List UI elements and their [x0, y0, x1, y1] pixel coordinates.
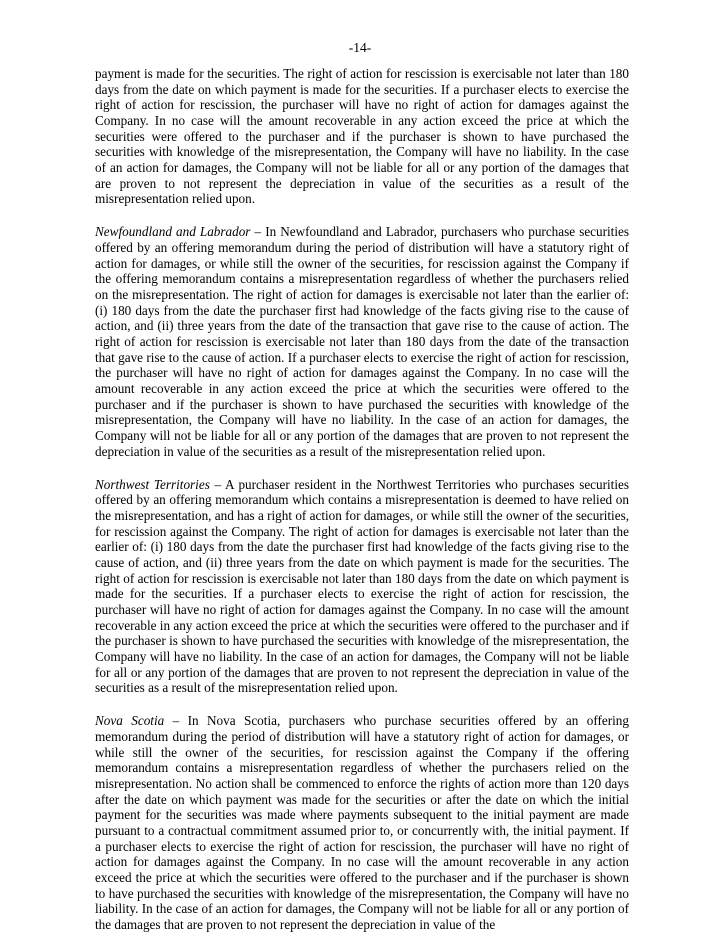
- paragraph-newfoundland-and-labrador: [95, 224, 629, 459]
- paragraph-nova-scotia: [95, 713, 629, 932]
- paragraph-text: – In Nova Scotia, purchasers who purchase securities offered by an offering memorandum during the period of distribution will have a statutory right of action for damages, or while still the owner of the securities, for rescission against the Company if the offering memorandum contains a misrepresentation regardless of whether the purchasers relied on the misrepresentation. No action shall be commenced to enforce the rights of action more than 120 days after the date on which payment was made for the securities or after the date on which the initial payment for the securities was made where payments subsequent to the initial payment are made pursuant to a contractual commitment assumed prior to, or concurrently with, the initial payment. If a purchaser elects to exercise the right of action for rescission, the purchaser will have no right of action for damages against the Company. In no case will the amount recoverable in any action exceed the price at which the securities were offered to the purchaser and if the purchaser is shown to have purchased the securities with knowledge of the misrepresentation, the Company will have no liability. In the case of an action for damages, the Company will not be liable for all or any portion of the damages that are proven to not represent the depreciation in value of the: [95, 713, 629, 932]
- section-heading: Northwest Territories: [95, 476, 210, 492]
- paragraph-text: payment is made for the securities. The right of action for rescission is exercisable not later than 180 days from the date on which payment is made for the securities. If a purchaser elects to exercise the right of action for rescission, the purchaser will have no right of action for damages against the Company. In no case will the amount recoverable in any action exceed the price at which the securities were offered to the purchaser and if the purchaser is shown to have purchased the securities with knowledge of the misrepresentation, the Company will have no liability. In the case of an action for damages, the Company will not be liable for all or any portion of the damages that are proven to not represent the depreciation in value of the securities as a result of the misrepresentation relied upon.: [95, 66, 629, 207]
- section-heading: Newfoundland and Labrador: [95, 224, 251, 240]
- paragraph-continuation: [95, 66, 629, 207]
- page-number: -14-: [348, 40, 372, 55]
- paragraph-northwest-territories: [95, 477, 629, 696]
- body-text: [95, 66, 629, 950]
- paragraph-text: – A purchaser resident in the Northwest Territories who purchases securities offered by an offering memorandum which contains a misrepresentation is deemed to have relied on the misrepresentation, and has a right of action for damages, or while still the owner of the securities, for rescission against the Company. The right of action for damages is exercisable not later than the earlier of: (i) 180 days from the date the purchaser first had knowledge of the facts giving rise to the cause of action, and (ii) three years from the date on which payment is made for the securities. The right of action for rescission is exercisable not later than 180 days from the date on which payment is made for the securities. If a purchaser elects to exercise the right of action for rescission, the purchaser will have no right of action for damages against the Company. In no case will the amount recoverable in any action exceed the price at which the securities were offered to the purchaser and if the purchaser is shown to have purchased the securities with knowledge of the misrepresentation, the Company will have no liability. In the case of an action for damages, the Company will not be liable for all or any portion of the damages that are proven to not represent the depreciation in value of the securities as a result of the misrepresentation relied upon.: [95, 476, 629, 696]
- paragraph-text: – In Newfoundland and Labrador, purchasers who purchase securities offered by an offering memorandum during the period of distribution will have a statutory right of action for damages, or while still the owner of the securities, for rescission against the Company if the offering memorandum contains a misrepresentation regardless of whether the purchasers relied on the misrepresentation. The right of action for damages is exercisable not later than the earlier of: (i) 180 days from the date the purchaser first had knowledge of the facts giving rise to the cause of action, and (ii) three years from the date of the transaction that gave rise to the cause of action. The right of action for rescission is exercisable not later than 180 days from the date of the transaction that gave rise to the cause of action. If a purchaser elects to exercise the right of action for rescission, the purchaser will have no right of action for damages against the Company. In no case will the amount recoverable in any action exceed the price at which the securities were offered to the purchaser and if the purchaser is shown to have purchased the securities with knowledge of the misrepresentation, the Company will have no liability. In the case of an action for damages, the Company will not be liable for all or any portion of the damages that are proven to not represent the depreciation in value of the securities as a result of the misrepresentation relied upon.: [95, 224, 629, 459]
- section-heading: Nova Scotia: [95, 713, 165, 729]
